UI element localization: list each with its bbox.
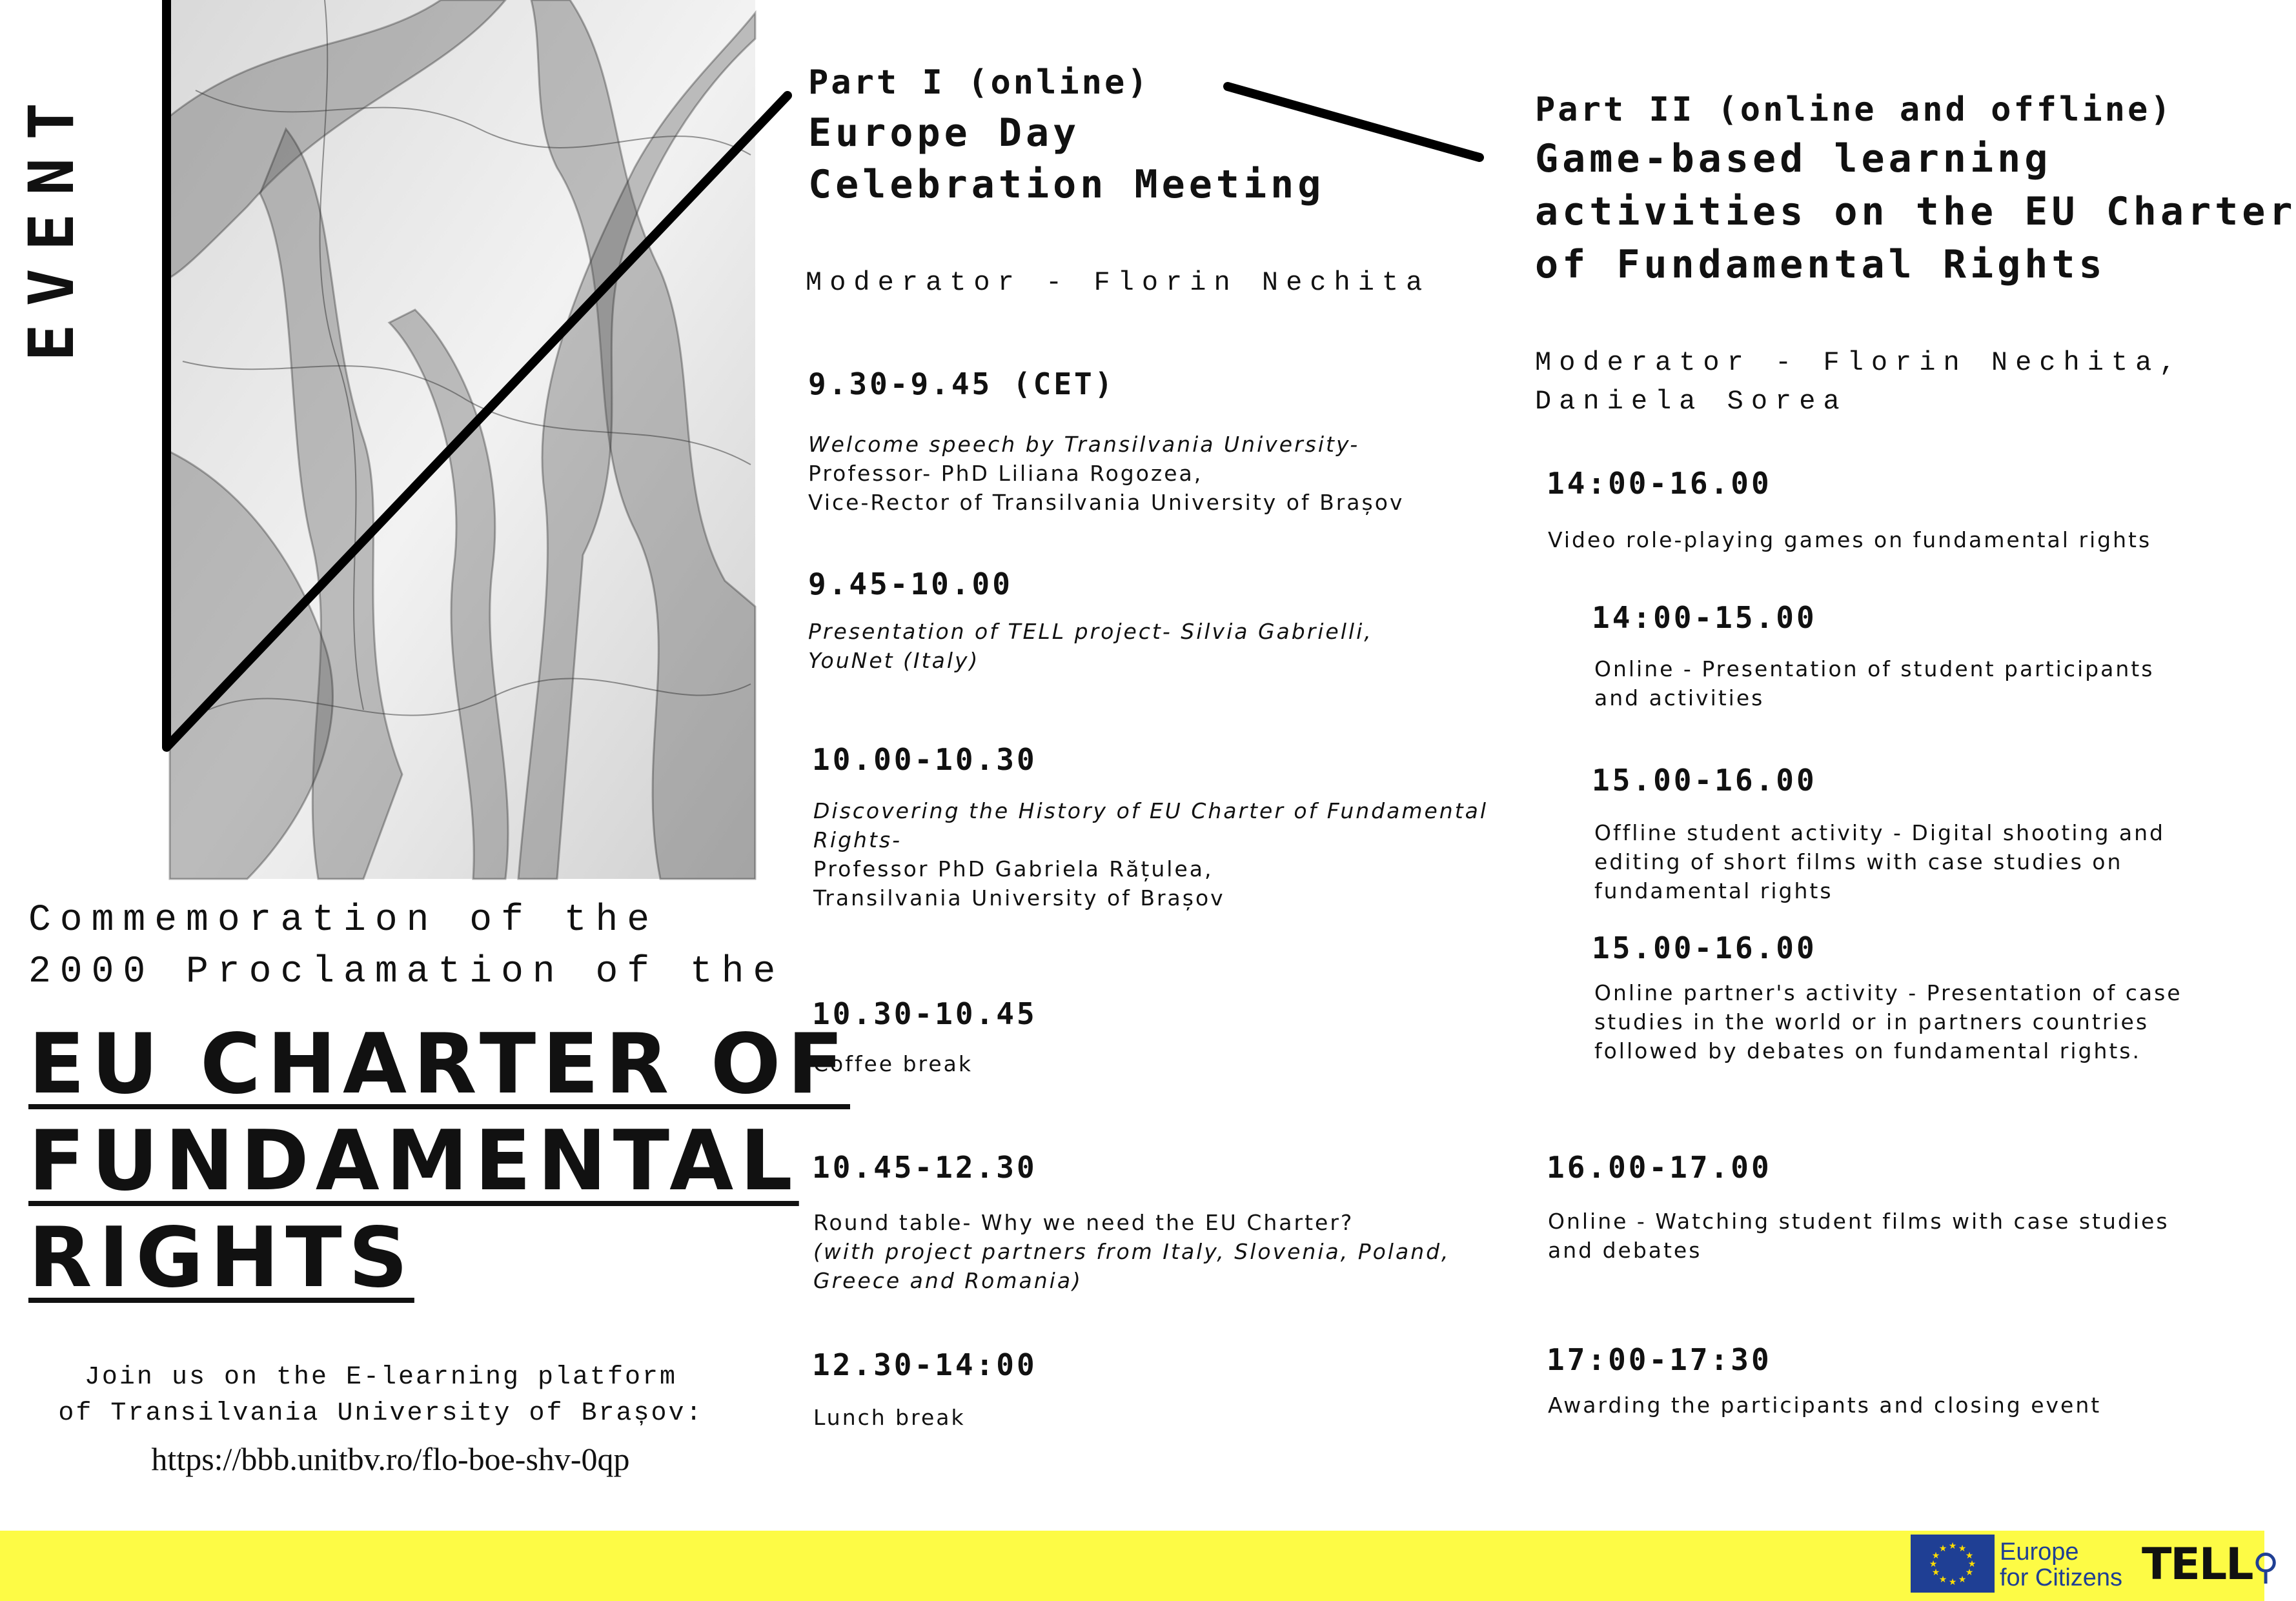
part1-session-3-line-3: Professor PhD Gabriela Rățulea, bbox=[813, 856, 1214, 881]
svg-text:★: ★ bbox=[1931, 1567, 1940, 1578]
part1-session-3-line-1: Discovering the History of EU Charter of Fundamental bbox=[813, 798, 1488, 823]
part2-session-1-time: 14:00-16.00 bbox=[1547, 466, 1772, 501]
part2-heading: Part II (online and offline) bbox=[1535, 90, 2173, 129]
commemoration-line-1: Commemoration of the bbox=[28, 900, 659, 941]
eu-flag-icon bbox=[1911, 1535, 1995, 1593]
part1-title-line-2: Celebration Meeting bbox=[808, 162, 1325, 207]
part2-title-line-2: activities on the EU Charter bbox=[1535, 189, 2296, 234]
svg-text:★: ★ bbox=[1958, 1575, 1967, 1585]
svg-text:★: ★ bbox=[1929, 1559, 1938, 1569]
part1-session-2-line-1: Presentation of TELL project- Silvia Gabrielli, bbox=[808, 619, 1373, 644]
join-line-1: Join us on the E-learning platform bbox=[84, 1363, 678, 1392]
part1-session-3-line-4: Transilvania University of Brașov bbox=[813, 885, 1225, 911]
part1-session-6-time: 12.30-14:00 bbox=[812, 1347, 1037, 1382]
part1-session-3-time: 10.00-10.30 bbox=[812, 742, 1037, 777]
part2-session-6-line-1: Awarding the participants and closing event bbox=[1548, 1393, 2102, 1418]
part2-session-4-line-2: studies in the world or in partners countries bbox=[1594, 1009, 2149, 1034]
part1-title-line-1: Europe Day bbox=[808, 110, 1081, 156]
svg-text:★: ★ bbox=[1938, 1544, 1947, 1554]
charter-title-line-1: EU CHARTER OF bbox=[28, 1016, 850, 1113]
part2-session-4-line-3: followed by debates on fundamental rights. bbox=[1594, 1038, 2141, 1063]
part2-title-line-3: of Fundamental Rights bbox=[1535, 242, 2106, 287]
part2-session-2-line-2: and activities bbox=[1594, 685, 1765, 710]
part2-session-5-time: 16.00-17.00 bbox=[1547, 1150, 1772, 1185]
svg-text:★: ★ bbox=[1938, 1575, 1947, 1585]
svg-text:★: ★ bbox=[1965, 1551, 1974, 1561]
part2-session-6-time: 17:00-17:30 bbox=[1547, 1342, 1772, 1377]
part1-session-2-time: 9.45-10.00 bbox=[808, 567, 1013, 601]
part1-session-4-time: 10.30-10.45 bbox=[812, 996, 1037, 1031]
part2-session-5-line-2: and debates bbox=[1548, 1238, 1702, 1263]
part2-session-2-line-1: Online - Presentation of student participants bbox=[1594, 656, 2155, 681]
part2-session-3-line-1: Offline student activity - Digital shooting and bbox=[1594, 820, 2165, 845]
part2-session-2-time: 14:00-15.00 bbox=[1592, 600, 1817, 635]
part1-heading: Part I (online) bbox=[808, 63, 1150, 102]
svg-text:★: ★ bbox=[1948, 1541, 1957, 1551]
part1-session-2-line-2: YouNet (Italy) bbox=[808, 648, 980, 673]
join-line-2: of Transilvania University of Brașov: bbox=[58, 1399, 704, 1428]
part2-session-3-time: 15.00-16.00 bbox=[1592, 763, 1817, 798]
charter-title-line-2: FUNDAMENTAL bbox=[28, 1113, 799, 1209]
part1-session-3-line-2: Rights- bbox=[813, 827, 902, 852]
part1-session-1-line-2: Professor- PhD Liliana Rogozea, bbox=[808, 461, 1203, 486]
part2-title-line-1: Game-based learning bbox=[1535, 136, 2052, 181]
part1-session-5-time: 10.45-12.30 bbox=[812, 1150, 1037, 1185]
part1-session-5-line-2: (with project partners from Italy, Slovenia, Poland, bbox=[813, 1239, 1450, 1264]
europe-for-citizens-logo: Europe for Citizens bbox=[2000, 1538, 2123, 1591]
part1-session-1-time: 9.30-9.45 (CET) bbox=[808, 367, 1115, 401]
part2-session-3-line-2: editing of short films with case studies on bbox=[1594, 849, 2123, 874]
part2-session-3-line-3: fundamental rights bbox=[1594, 878, 1833, 903]
part1-session-1-line-3: Vice-Rector of Transilvania University of Brașov bbox=[808, 490, 1405, 515]
part1-session-5-line-1: Round table- Why we need the EU Charter? bbox=[813, 1210, 1354, 1235]
svg-text:★: ★ bbox=[1958, 1544, 1967, 1554]
part2-session-4-time: 15.00-16.00 bbox=[1592, 931, 1817, 965]
svg-text:★: ★ bbox=[1948, 1577, 1957, 1587]
part2-session-4-line-1: Online partner's activity - Presentation of case bbox=[1594, 980, 2182, 1005]
svg-text:★: ★ bbox=[1967, 1559, 1976, 1569]
tell-logo: TELL⚲ bbox=[2142, 1539, 2278, 1590]
event-label: EVENT bbox=[15, 85, 88, 361]
part1-session-5-line-3: Greece and Romania) bbox=[813, 1268, 1082, 1293]
svg-text:★: ★ bbox=[1931, 1551, 1940, 1561]
person-icon: ⚲ bbox=[2252, 1546, 2278, 1588]
part1-session-6-line-1: Lunch break bbox=[813, 1405, 966, 1430]
part2-moderator-line-2: Daniela Sorea bbox=[1535, 386, 1847, 417]
part2-moderator-line-1: Moderator - Florin Nechita, bbox=[1535, 347, 2184, 378]
part1-moderator: Moderator - Florin Nechita bbox=[806, 267, 1430, 298]
part1-session-1-line-1: Welcome speech by Transilvania University- bbox=[808, 432, 1360, 457]
join-url-link[interactable]: https://bbb.unitbv.ro/flo-boe-shv-0qp bbox=[151, 1441, 630, 1477]
commemoration-line-2: 2000 Proclamation of the bbox=[28, 951, 785, 993]
part1-session-4-line-1: Coffee break bbox=[813, 1051, 973, 1076]
part2-session-5-line-1: Online - Watching student films with case studies bbox=[1548, 1209, 2169, 1234]
charter-title-line-3: RIGHTS bbox=[28, 1210, 414, 1306]
part2-session-1-line-1: Video role-playing games on fundamental rights bbox=[1548, 527, 2152, 552]
svg-text:★: ★ bbox=[1965, 1567, 1974, 1578]
